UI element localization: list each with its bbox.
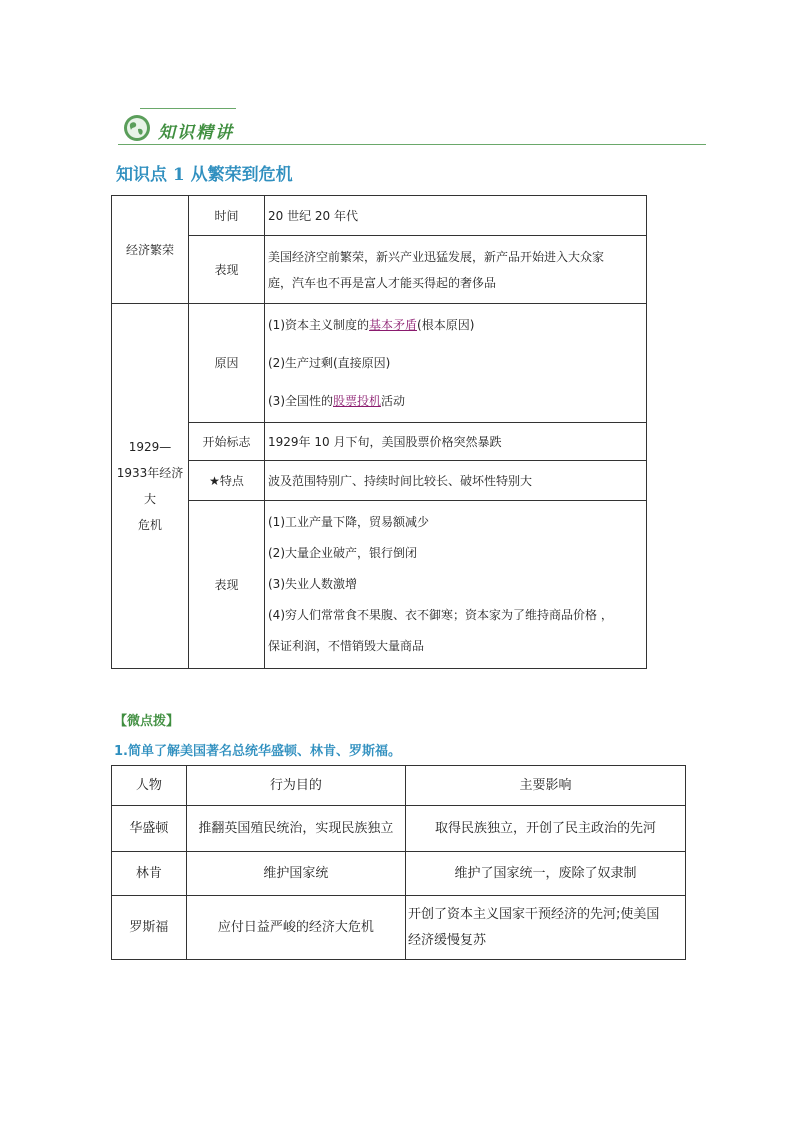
person-impact — [405, 896, 685, 960]
table-row — [112, 423, 647, 461]
stock-speculation-link[interactable]: 股票投机 — [333, 394, 382, 408]
banner-top-line — [140, 108, 236, 109]
person-name: 林肯 — [112, 852, 187, 896]
cause-value — [265, 304, 647, 423]
table-row — [112, 461, 647, 501]
cause-3 — [268, 382, 644, 420]
boom-show-line2: 庭，汽车也不再是富人才能买得起的奢侈品 — [268, 275, 497, 290]
time-label: 时间 — [189, 196, 265, 236]
table-row — [112, 806, 686, 852]
header-person: 人物 — [112, 766, 187, 806]
header-impact: 主要影响 — [405, 766, 685, 806]
time-value: 20 世纪 20 年代 — [265, 196, 647, 236]
table-row — [112, 304, 647, 423]
banner-label: 知识精讲 — [158, 123, 234, 143]
table-row — [112, 196, 647, 236]
crisis-show-value — [265, 501, 647, 669]
crisis-table — [111, 195, 647, 669]
show-4-line1: (4)穷人们常常食不果腹、衣不御寒；资本家为了维持商品价格 ， — [268, 608, 613, 622]
question-1-title: 1.简单了解美国著名总统华盛顿、林肯、罗斯福。 — [114, 744, 401, 759]
tip-heading: 【微点拨】 — [114, 714, 180, 729]
person-name: 罗斯福 — [112, 896, 187, 960]
boom-label: 经济繁荣 — [112, 196, 189, 304]
crisis-show-label: 表现 — [189, 501, 265, 669]
start-value: 1929年 10 月下旬，美国股票价格突然暴跌 — [265, 423, 647, 461]
table-row — [112, 896, 686, 960]
boom-show-line1: 美国经济空前繁荣，新兴产业迅猛发展，新产品开始进入大众家 — [268, 249, 605, 264]
start-label: 开始标志 — [189, 423, 265, 461]
impact-line2: 经济缓慢复苏 — [407, 932, 486, 948]
crisis-label — [112, 304, 189, 669]
presidents-table — [111, 765, 686, 960]
cause-label: 原因 — [189, 304, 265, 423]
show-4-line2: 保证利润，不惜销毁大量商品 — [268, 639, 425, 653]
feature-label: ★特点 — [189, 461, 265, 501]
feature-value: 波及范围特别广、持续时间比较长、破坏性特别大 — [265, 461, 647, 501]
person-impact: 取得民族独立，开创了民主政治的先河 — [405, 806, 685, 852]
cause-1-note: (根本原因) — [417, 318, 475, 332]
banner-bottom-line — [118, 144, 706, 145]
cause-1 — [268, 306, 644, 344]
crisis-label-line1: 1929— — [128, 440, 172, 454]
table-row — [112, 236, 647, 304]
person-purpose: 推翻英国殖民统治，实现民族独立 — [186, 806, 405, 852]
cause-1-text: (1)资本主义制度的 — [268, 318, 369, 332]
table-row — [112, 852, 686, 896]
person-name: 华盛顿 — [112, 806, 187, 852]
cause-3-note: 活动 — [381, 394, 406, 408]
boom-show-value — [265, 236, 647, 304]
globe-icon — [123, 114, 151, 142]
basic-contradiction-link[interactable]: 基本矛盾 — [369, 318, 418, 332]
knowledge-point-title: 知识点 1 从繁荣到危机 — [116, 165, 293, 185]
table-row — [112, 501, 647, 669]
show-2: (2)大量企业破产，银行倒闭 — [268, 546, 417, 560]
table-row — [112, 766, 686, 806]
section-banner — [118, 108, 708, 146]
show-1: (1)工业产量下降，贸易额减少 — [268, 515, 429, 529]
person-purpose: 应付日益严峻的经济大危机 — [186, 896, 405, 960]
header-purpose: 行为目的 — [186, 766, 405, 806]
impact-line1: 开创了资本主义国家干预经济的先河;使美国 — [407, 906, 660, 922]
person-impact: 维护了国家统一，废除了奴隶制 — [405, 852, 685, 896]
show-3: (3)失业人数激增 — [268, 577, 357, 591]
boom-show-label: 表现 — [189, 236, 265, 304]
crisis-label-line4: 危机 — [137, 518, 162, 532]
crisis-label-line2: 1933年经济 — [116, 466, 184, 480]
cause-2: (2)生产过剩(直接原因) — [268, 356, 391, 370]
crisis-label-line3: 大 — [143, 492, 156, 506]
person-purpose: 维护国家统 — [186, 852, 405, 896]
cause-3-text: (3)全国性的 — [268, 394, 333, 408]
